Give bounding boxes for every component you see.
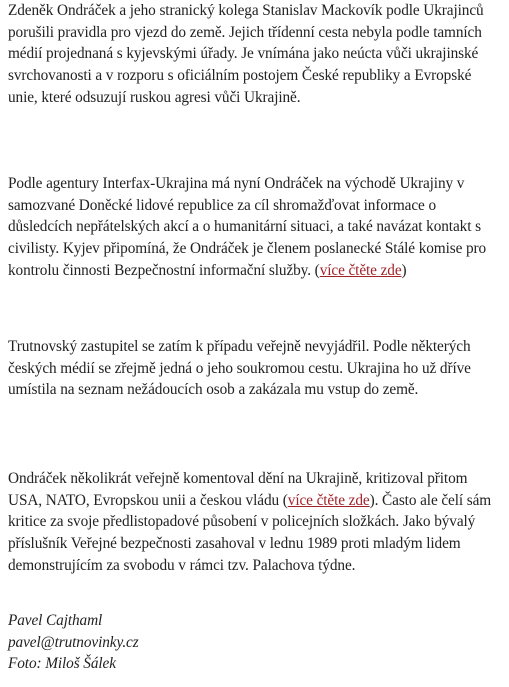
article-paragraph-4	[8, 468, 504, 577]
article-paragraph-3: Trutnovský zastupitel se zatím k případu veřejně nevyjádřil. Podle některých českých médií se zřejmě jedná o jeho soukromou cestu. Ukrajina ho už dříve umístila na seznam nežádoucích osob a zakázala mu vstup do země.	[8, 338, 471, 399]
author-email: pavel@trutnovinky.cz	[8, 633, 139, 651]
article-paragraph-1: Zdeněk Ondráček a jeho stranický kolega Stanislav Mackovík podle Ukrajinců porušili pravidla pro vjezd do země. Jejich třídenní cesta nebyla podle tamních médií projednaná s kyjevskými úřady. Je vnímána jako neúcta vůči ukrajinské svrchovanosti a v rozporu s oficiálním postojem České republiky a Evropské unie, které odsuzují ruskou agresi vůči Ukrajině.	[8, 2, 484, 106]
photo-credit: Foto: Miloš Šálek	[8, 655, 116, 672]
paragraph-2-closing: )	[401, 261, 407, 279]
paragraph-4-text-end: ). Často ale čelí sám kritice za svoje předlistopadové působení v policejních složkách. Jako bývalý příslušník Veřejné bezpečnosti zasahoval v lednu 1989 proti mladým lidem demonstrujícím za svobodu v rámci tzv. Palachova týdne.	[8, 491, 492, 574]
author-name: Pavel Cajthaml	[8, 612, 103, 629]
article-signature	[8, 610, 504, 675]
paragraph-4-text-start: Ondráček několikrát veřejně komentoval dění na Ukrajině, kritizoval přitom USA, NATO, Evropskou unii a českou vládu (	[8, 470, 468, 509]
read-more-link-1[interactable]: více čtěte zde	[319, 261, 402, 279]
read-more-link-2[interactable]: více čtěte zde	[287, 491, 370, 509]
article-paragraph-2	[8, 173, 504, 282]
paragraph-2-text: Podle agentury Interfax-Ukrajina má nyní Ondráček na východě Ukrajiny v samozvané Doněcké lidové republice za cíl shromažďovat informace o důsledcích nepřátelských akcí a o humanitární situaci, a také navázat kontakt s civilisty. Kyjev připomíná, že Ondráček je členem poslanecké Stálé komise pro kontrolu činnosti Bezpečnostní informační služby. (	[8, 175, 487, 279]
